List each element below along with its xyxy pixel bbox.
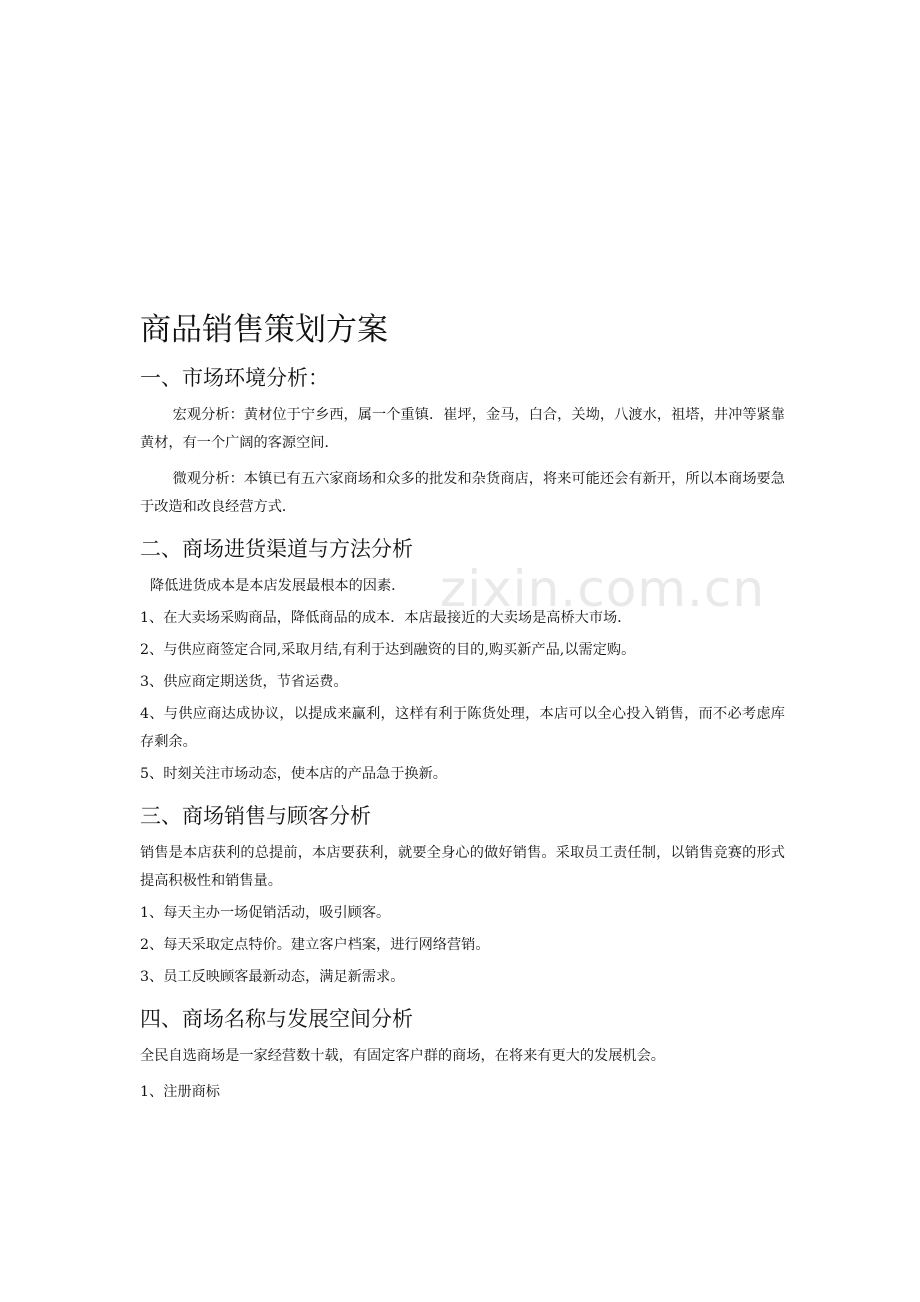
list-item: 2、与供应商签定合同,采取月结,有利于达到融资的目的,购买新产品,以需定购。 bbox=[140, 642, 636, 658]
list-item: 1、注册商标 bbox=[140, 1084, 220, 1100]
section-heading-purchasing-channels: 二、商场进货渠道与方法分析 bbox=[140, 537, 413, 561]
paragraph: 降低进货成本是本店发展最根本的因素． bbox=[149, 578, 406, 594]
list-item: 1、在大卖场采购商品，降低商品的成本．本店最接近的大卖场是高桥大市场． bbox=[140, 610, 632, 626]
section-heading-name-development: 四、商场名称与发展空间分析 bbox=[140, 1007, 413, 1031]
paragraph: 销售是本店获利的总提前，本店要获利，就要全身心的做好销售。采取员工责任制，以销售竞赛的形式提高积极性和销售量。 bbox=[140, 845, 785, 889]
watermark: zixin.com.cn bbox=[440, 560, 766, 618]
list-item: 3、员工反映顾客最新动态，满足新需求。 bbox=[140, 969, 405, 985]
document-content bbox=[140, 308, 785, 1106]
paragraph: 全民自选商场是一家经营数十载，有固定客户群的商场，在将来有更大的发展机会。 bbox=[140, 1048, 665, 1064]
paragraph: 微观分析：本镇已有五六家商场和众多的批发和杂货商店，将来可能还会有新开，所以本商场要急于改造和改良经营方式． bbox=[140, 471, 785, 515]
paragraph: 宏观分析：黄材位于宁乡西，属一个重镇．崔坪，金马，白合，关坳，八渡水，祖塔，井冲等紧靠黄材，有一个广阔的客源空间． bbox=[140, 407, 785, 451]
section-heading-market-environment: 一、市场环境分析： bbox=[140, 366, 329, 390]
list-item: 4、与供应商达成协议，以提成来赢利，这样有利于陈货处理，本店可以全心投入销售，而不必考虑库存剩余。 bbox=[140, 706, 785, 750]
list-item: 2、每天采取定点特价。建立客户档案，进行网络营销。 bbox=[140, 937, 490, 953]
document-title: 商品销售策划方案 bbox=[140, 312, 388, 348]
list-item: 1、每天主办一场促销活动，吸引顾客。 bbox=[140, 905, 391, 921]
list-item: 5、时刻关注市场动态，使本店的产品急于换新。 bbox=[140, 766, 447, 782]
list-item: 3、供应商定期送货，节省运费。 bbox=[140, 674, 348, 690]
section-heading-sales-customers: 三、商场销售与顾客分析 bbox=[140, 804, 371, 828]
